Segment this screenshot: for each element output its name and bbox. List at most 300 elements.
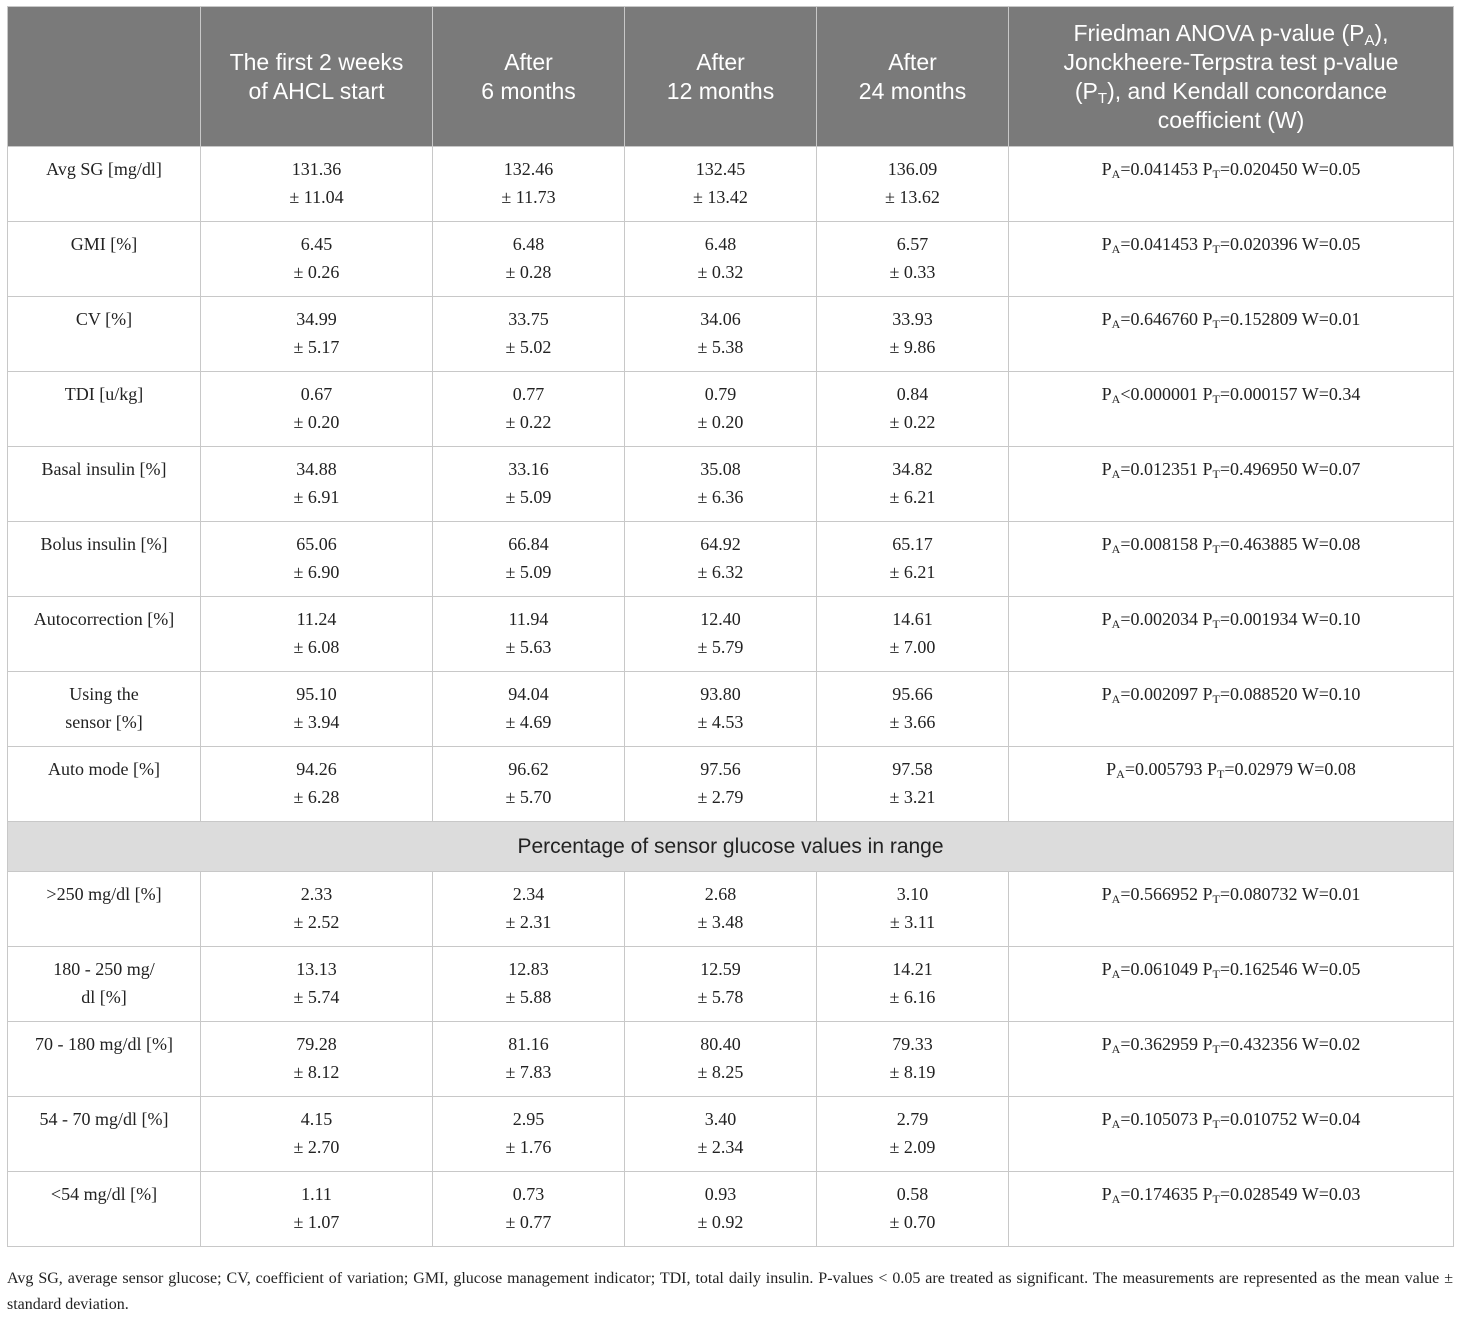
- sd-value: ± 0.20: [293, 412, 340, 432]
- pt-letter: P: [1202, 534, 1213, 554]
- mean-value: 96.62: [508, 759, 549, 779]
- value-cell: [817, 297, 1009, 372]
- mean-value: 3.10: [896, 884, 929, 904]
- mean-value: 34.99: [296, 309, 337, 329]
- pt-value: =0.02979: [1224, 759, 1294, 779]
- value-cell: [817, 147, 1009, 222]
- header-text: After: [888, 48, 937, 75]
- header-statistics: [1009, 7, 1454, 147]
- w-value: W=0.10: [1301, 684, 1361, 704]
- mean-value: 33.16: [508, 459, 549, 479]
- row-label-text: Basal insulin [%]: [41, 459, 167, 479]
- pt-value: =0.020450: [1219, 159, 1298, 179]
- pt-subscript: T: [1212, 692, 1220, 706]
- sd-value: ± 2.09: [889, 1137, 936, 1157]
- pa-subscript: A: [1111, 892, 1121, 906]
- w-value: W=0.03: [1301, 1184, 1361, 1204]
- row-label-text: Bolus insulin [%]: [40, 534, 168, 554]
- pa-subscript: A: [1111, 967, 1121, 981]
- w-value: W=0.10: [1301, 609, 1361, 629]
- table-row: [8, 522, 1454, 597]
- pa-subscript: A: [1111, 167, 1121, 181]
- w-value: W=0.05: [1301, 234, 1361, 254]
- w-value: W=0.34: [1301, 384, 1361, 404]
- pa-subscript: A: [1111, 542, 1121, 556]
- value-cell: [201, 222, 433, 297]
- sd-value: ± 2.34: [697, 1137, 744, 1157]
- table-row: [8, 1022, 1454, 1097]
- row-label-text: Autocorrection [%]: [33, 609, 175, 629]
- row-label-text: CV [%]: [75, 309, 133, 329]
- mean-value: 12.59: [700, 959, 741, 979]
- pt-letter: P: [1202, 959, 1213, 979]
- pt-letter: P: [1202, 609, 1213, 629]
- pa-subscript: A: [1111, 1042, 1121, 1056]
- mean-value: 65.17: [892, 534, 933, 554]
- pa-value: =0.005793: [1124, 759, 1203, 779]
- pt-value: =0.432356: [1219, 1034, 1298, 1054]
- sd-value: ± 11.73: [501, 187, 556, 207]
- pa-letter: P: [1101, 1109, 1112, 1129]
- mean-value: 97.58: [892, 759, 933, 779]
- pa-value: =0.041453: [1120, 234, 1198, 254]
- row-label-text: sensor [%]: [65, 712, 143, 732]
- pt-subscript: T: [1217, 767, 1225, 781]
- sd-value: ± 0.28: [505, 262, 552, 282]
- table-row: [8, 872, 1454, 947]
- mean-value: 33.93: [892, 309, 933, 329]
- row-label-text: Using the: [69, 684, 139, 704]
- sd-value: ± 2.52: [293, 912, 340, 932]
- mean-value: 131.36: [291, 159, 342, 179]
- sd-value: ± 0.22: [889, 412, 936, 432]
- value-cell: [817, 672, 1009, 747]
- mean-value: 11.24: [296, 609, 337, 629]
- value-cell: [625, 1022, 817, 1097]
- value-cell: [817, 447, 1009, 522]
- mean-value: 94.04: [508, 684, 549, 704]
- w-value: W=0.07: [1301, 459, 1361, 479]
- sd-value: ± 1.07: [293, 1212, 340, 1232]
- sd-value: ± 5.74: [293, 987, 340, 1007]
- section-header-row: [8, 822, 1454, 872]
- mean-value: 136.09: [887, 159, 938, 179]
- statistics-cell: [1009, 522, 1454, 597]
- mean-value: 34.82: [892, 459, 933, 479]
- pt-subscript: T: [1212, 1192, 1220, 1206]
- value-cell: [817, 597, 1009, 672]
- pa-letter: P: [1101, 159, 1112, 179]
- pa-subscript: A: [1111, 692, 1121, 706]
- row-label: [8, 1172, 201, 1247]
- row-label: [8, 222, 201, 297]
- value-cell: [433, 147, 625, 222]
- sd-value: ± 6.36: [697, 487, 744, 507]
- mean-value: 95.66: [892, 684, 933, 704]
- mean-value: 2.33: [300, 884, 333, 904]
- sd-value: ± 5.09: [505, 487, 552, 507]
- header-text: Friedman ANOVA p-value $(P_A)$,: [1073, 19, 1389, 49]
- mean-value: 94.26: [296, 759, 337, 779]
- value-cell: [201, 1172, 433, 1247]
- mean-value: 81.16: [508, 1034, 549, 1054]
- value-cell: [201, 597, 433, 672]
- table-row: [8, 947, 1454, 1022]
- row-label-text: 54 - 70 mg/dl [%]: [39, 1109, 169, 1129]
- value-cell: [433, 672, 625, 747]
- statistics-cell: [1009, 1097, 1454, 1172]
- table-row: [8, 1097, 1454, 1172]
- statistics-cell: [1009, 1172, 1454, 1247]
- sd-value: ± 4.53: [697, 712, 744, 732]
- sd-value: ± 7.83: [505, 1062, 552, 1082]
- pa-letter: P: [1101, 684, 1112, 704]
- row-label-text: >250 mg/dl [%]: [46, 884, 162, 904]
- sd-value: ± 5.38: [697, 337, 744, 357]
- sd-value: ± 5.70: [505, 787, 552, 807]
- pa-letter: P: [1101, 1034, 1112, 1054]
- sd-value: ± 6.90: [293, 562, 340, 582]
- pa-subscript: A: [1111, 1117, 1121, 1131]
- pt-letter: P: [1202, 384, 1213, 404]
- pa-letter: P: [1101, 459, 1112, 479]
- sd-value: ± 2.31: [505, 912, 552, 932]
- statistics-cell: [1009, 447, 1454, 522]
- value-cell: [433, 522, 625, 597]
- pt-letter: P: [1202, 1184, 1213, 1204]
- mean-value: 11.94: [508, 609, 549, 629]
- pa-letter: P: [1106, 759, 1117, 779]
- pa-letter: P: [1101, 959, 1112, 979]
- mean-value: 14.61: [892, 609, 933, 629]
- sd-value: ± 5.88: [505, 987, 552, 1007]
- pa-letter: P: [1101, 309, 1112, 329]
- table-row: [8, 297, 1454, 372]
- header-24-months: [817, 7, 1009, 147]
- pa-subscript: A: [1111, 617, 1121, 631]
- row-label: [8, 597, 201, 672]
- header-text: After: [504, 48, 553, 75]
- value-cell: [625, 522, 817, 597]
- value-cell: [625, 672, 817, 747]
- pt-letter: P: [1202, 1034, 1213, 1054]
- table-row: [8, 672, 1454, 747]
- table-row: [8, 1172, 1454, 1247]
- statistics-cell: [1009, 372, 1454, 447]
- mean-value: 6.57: [896, 234, 929, 254]
- mean-value: 93.80: [700, 684, 741, 704]
- mean-value: 79.28: [296, 1034, 337, 1054]
- sd-value: ± 1.76: [505, 1137, 552, 1157]
- w-value: W=0.08: [1301, 534, 1361, 554]
- mean-value: 2.34: [512, 884, 545, 904]
- pa-value: =0.174635: [1120, 1184, 1198, 1204]
- row-label: [8, 672, 201, 747]
- value-cell: [433, 297, 625, 372]
- pt-letter: P: [1207, 759, 1218, 779]
- value-cell: [625, 147, 817, 222]
- header-text: Jonckheere-Terpstra test p-value: [1063, 48, 1399, 75]
- pt-letter: P: [1202, 684, 1213, 704]
- value-cell: [817, 1097, 1009, 1172]
- table-row: [8, 222, 1454, 297]
- pa-subscript: A: [1111, 467, 1121, 481]
- statistics-cell: [1009, 672, 1454, 747]
- pt-letter: P: [1202, 459, 1213, 479]
- pt-value: =0.152809: [1219, 309, 1298, 329]
- mean-value: 2.68: [704, 884, 737, 904]
- statistics-cell: [1009, 747, 1454, 822]
- value-cell: [433, 372, 625, 447]
- pt-value: =0.010752: [1219, 1109, 1298, 1129]
- sd-value: ± 6.08: [293, 637, 340, 657]
- table-row: [8, 597, 1454, 672]
- pa-value: =0.008158: [1120, 534, 1198, 554]
- pt-subscript: T: [1212, 892, 1220, 906]
- sd-value: ± 0.92: [697, 1212, 744, 1232]
- pt-letter: P: [1202, 1109, 1213, 1129]
- statistics-cell: [1009, 297, 1454, 372]
- value-cell: [817, 947, 1009, 1022]
- mean-value: 80.40: [700, 1034, 741, 1054]
- header-row: [8, 7, 1454, 147]
- pt-value: =0.496950: [1219, 459, 1298, 479]
- value-cell: [433, 872, 625, 947]
- pa-subscript: A: [1111, 242, 1121, 256]
- value-cell: [817, 747, 1009, 822]
- mean-value: 0.79: [704, 384, 737, 404]
- header-6-months: [433, 7, 625, 147]
- value-cell: [817, 872, 1009, 947]
- sd-value: ± 5.09: [505, 562, 552, 582]
- pa-value: =0.566952: [1120, 884, 1198, 904]
- value-cell: [201, 672, 433, 747]
- sd-value: ± 13.42: [693, 187, 748, 207]
- value-cell: [625, 297, 817, 372]
- statistics-cell: [1009, 1022, 1454, 1097]
- pt-value: =0.162546: [1219, 959, 1298, 979]
- value-cell: [625, 597, 817, 672]
- sd-value: ± 8.19: [889, 1062, 936, 1082]
- sd-value: ± 9.86: [889, 337, 936, 357]
- mean-value: 132.45: [695, 159, 746, 179]
- mean-value: 0.93: [704, 1184, 737, 1204]
- sd-value: ± 6.21: [889, 562, 936, 582]
- pt-letter: P: [1202, 234, 1213, 254]
- statistics-cell: [1009, 222, 1454, 297]
- table-row: [8, 747, 1454, 822]
- mean-value: 66.84: [508, 534, 549, 554]
- value-cell: [625, 447, 817, 522]
- row-label: [8, 522, 201, 597]
- pa-value: =0.646760: [1120, 309, 1198, 329]
- pt-letter: P: [1202, 309, 1213, 329]
- pa-value: <0.000001: [1120, 384, 1198, 404]
- pt-value: =0.001934: [1219, 609, 1298, 629]
- row-label: [8, 297, 201, 372]
- header-blank: [8, 7, 201, 147]
- results-table-container: [7, 6, 1453, 1247]
- section-title: Percentage of sensor glucose values in range: [8, 822, 1454, 872]
- sd-value: ± 11.04: [289, 187, 344, 207]
- row-label-text: Auto mode [%]: [48, 759, 160, 779]
- statistics-cell: [1009, 147, 1454, 222]
- sd-value: ± 0.70: [889, 1212, 936, 1232]
- value-cell: [201, 147, 433, 222]
- mean-value: 12.83: [508, 959, 549, 979]
- value-cell: [625, 222, 817, 297]
- sd-value: ± 2.70: [293, 1137, 340, 1157]
- value-cell: [201, 372, 433, 447]
- row-label: [8, 947, 201, 1022]
- header-text: coefficient (W): [1157, 106, 1305, 133]
- value-cell: [201, 947, 433, 1022]
- header-text: of AHCL start: [248, 77, 385, 104]
- sd-value: ± 6.91: [293, 487, 340, 507]
- pa-value: =0.105073: [1120, 1109, 1198, 1129]
- table-row: [8, 147, 1454, 222]
- header-text: $(P_T)$, and Kendall concordance: [1074, 77, 1388, 107]
- pt-value: =0.080732: [1219, 884, 1298, 904]
- mean-value: 2.79: [896, 1109, 929, 1129]
- pa-letter: P: [1101, 234, 1112, 254]
- mean-value: 0.67: [300, 384, 333, 404]
- value-cell: [433, 947, 625, 1022]
- mean-value: 0.73: [512, 1184, 545, 1204]
- pt-subscript: T: [1212, 1042, 1220, 1056]
- sd-value: ± 3.11: [889, 912, 936, 932]
- mean-value: 0.84: [896, 384, 929, 404]
- sd-value: ± 13.62: [885, 187, 940, 207]
- pt-subscript: T: [1212, 967, 1220, 981]
- value-cell: [433, 1097, 625, 1172]
- w-value: W=0.08: [1297, 759, 1356, 779]
- sd-value: ± 5.17: [293, 337, 340, 357]
- value-cell: [433, 222, 625, 297]
- value-cell: [817, 1172, 1009, 1247]
- pa-letter: P: [1101, 609, 1112, 629]
- pa-subscript: A: [1111, 392, 1121, 406]
- pa-letter: P: [1101, 1184, 1112, 1204]
- value-cell: [433, 597, 625, 672]
- sd-value: ± 6.16: [889, 987, 936, 1007]
- row-label: [8, 872, 201, 947]
- value-cell: [625, 1097, 817, 1172]
- sd-value: ± 7.00: [889, 637, 936, 657]
- mean-value: 1.11: [301, 1184, 332, 1204]
- pa-subscript: A: [1111, 317, 1121, 331]
- sd-value: ± 6.28: [293, 787, 340, 807]
- mean-value: 34.06: [700, 309, 741, 329]
- sd-value: ± 0.22: [505, 412, 552, 432]
- row-label-text: TDI [u/kg]: [64, 384, 144, 404]
- sd-value: ± 0.33: [889, 262, 936, 282]
- w-value: W=0.05: [1301, 159, 1361, 179]
- sd-value: ± 3.48: [697, 912, 744, 932]
- row-label: [8, 147, 201, 222]
- value-cell: [433, 447, 625, 522]
- value-cell: [625, 372, 817, 447]
- mean-value: 34.88: [296, 459, 337, 479]
- value-cell: [201, 747, 433, 822]
- sd-value: ± 0.77: [505, 1212, 552, 1232]
- header-text: 6 months: [481, 77, 576, 104]
- pa-value: =0.061049: [1120, 959, 1198, 979]
- mean-value: 3.40: [704, 1109, 737, 1129]
- pt-subscript: T: [1212, 617, 1220, 631]
- mean-value: 0.77: [512, 384, 545, 404]
- mean-value: 13.13: [296, 959, 337, 979]
- pa-letter: P: [1101, 534, 1112, 554]
- header-first-2-weeks: [201, 7, 433, 147]
- mean-value: 6.48: [704, 234, 737, 254]
- value-cell: [433, 747, 625, 822]
- sd-value: ± 0.20: [697, 412, 744, 432]
- pt-subscript: T: [1212, 317, 1220, 331]
- pt-subscript: T: [1212, 542, 1220, 556]
- mean-value: 12.40: [700, 609, 741, 629]
- header-12-months: [625, 7, 817, 147]
- sd-value: ± 5.78: [697, 987, 744, 1007]
- row-label: [8, 747, 201, 822]
- mean-value: 0.58: [896, 1184, 929, 1204]
- mean-value: 64.92: [700, 534, 741, 554]
- sd-value: ± 0.32: [697, 262, 744, 282]
- sd-value: ± 3.21: [889, 787, 936, 807]
- pa-subscript: A: [1116, 767, 1125, 781]
- statistics-cell: [1009, 597, 1454, 672]
- pt-value: =0.020396: [1219, 234, 1298, 254]
- header-text: 12 months: [666, 77, 775, 104]
- sd-value: ± 5.79: [697, 637, 744, 657]
- table-row: [8, 372, 1454, 447]
- row-label: [8, 1022, 201, 1097]
- sd-value: ± 4.69: [505, 712, 552, 732]
- pt-value: =0.000157: [1219, 384, 1298, 404]
- value-cell: [817, 522, 1009, 597]
- value-cell: [625, 747, 817, 822]
- sd-value: ± 2.79: [697, 787, 744, 807]
- sd-value: ± 8.25: [697, 1062, 744, 1082]
- mean-value: 65.06: [296, 534, 337, 554]
- row-label-text: dl [%]: [81, 987, 127, 1007]
- value-cell: [433, 1172, 625, 1247]
- pt-value: =0.028549: [1219, 1184, 1298, 1204]
- value-cell: [201, 297, 433, 372]
- value-cell: [201, 1097, 433, 1172]
- w-value: W=0.02: [1301, 1034, 1361, 1054]
- row-label-text: 70 - 180 mg/dl [%]: [35, 1034, 173, 1054]
- row-label: [8, 447, 201, 522]
- mean-value: 95.10: [296, 684, 337, 704]
- sd-value: ± 5.63: [505, 637, 552, 657]
- value-cell: [625, 947, 817, 1022]
- value-cell: [625, 1172, 817, 1247]
- sd-value: ± 8.12: [293, 1062, 340, 1082]
- table-footnote: Avg SG, average sensor glucose; CV, coefficient of variation; GMI, glucose management indicator; TDI, total daily insulin. P-values < 0.05 are treated as significant. The measurements are represented as the mean value ± standard deviation.: [7, 1270, 1453, 1313]
- header-text: After: [696, 48, 745, 75]
- value-cell: [817, 222, 1009, 297]
- pa-subscript: A: [1111, 1192, 1121, 1206]
- header-text: The first 2 weeks: [229, 48, 404, 75]
- sd-value: ± 6.21: [889, 487, 936, 507]
- mean-value: 6.48: [512, 234, 545, 254]
- mean-value: 35.08: [700, 459, 741, 479]
- value-cell: [625, 872, 817, 947]
- sd-value: ± 6.32: [697, 562, 744, 582]
- row-label-text: Avg SG [mg/dl]: [46, 159, 162, 179]
- pa-letter: P: [1101, 884, 1112, 904]
